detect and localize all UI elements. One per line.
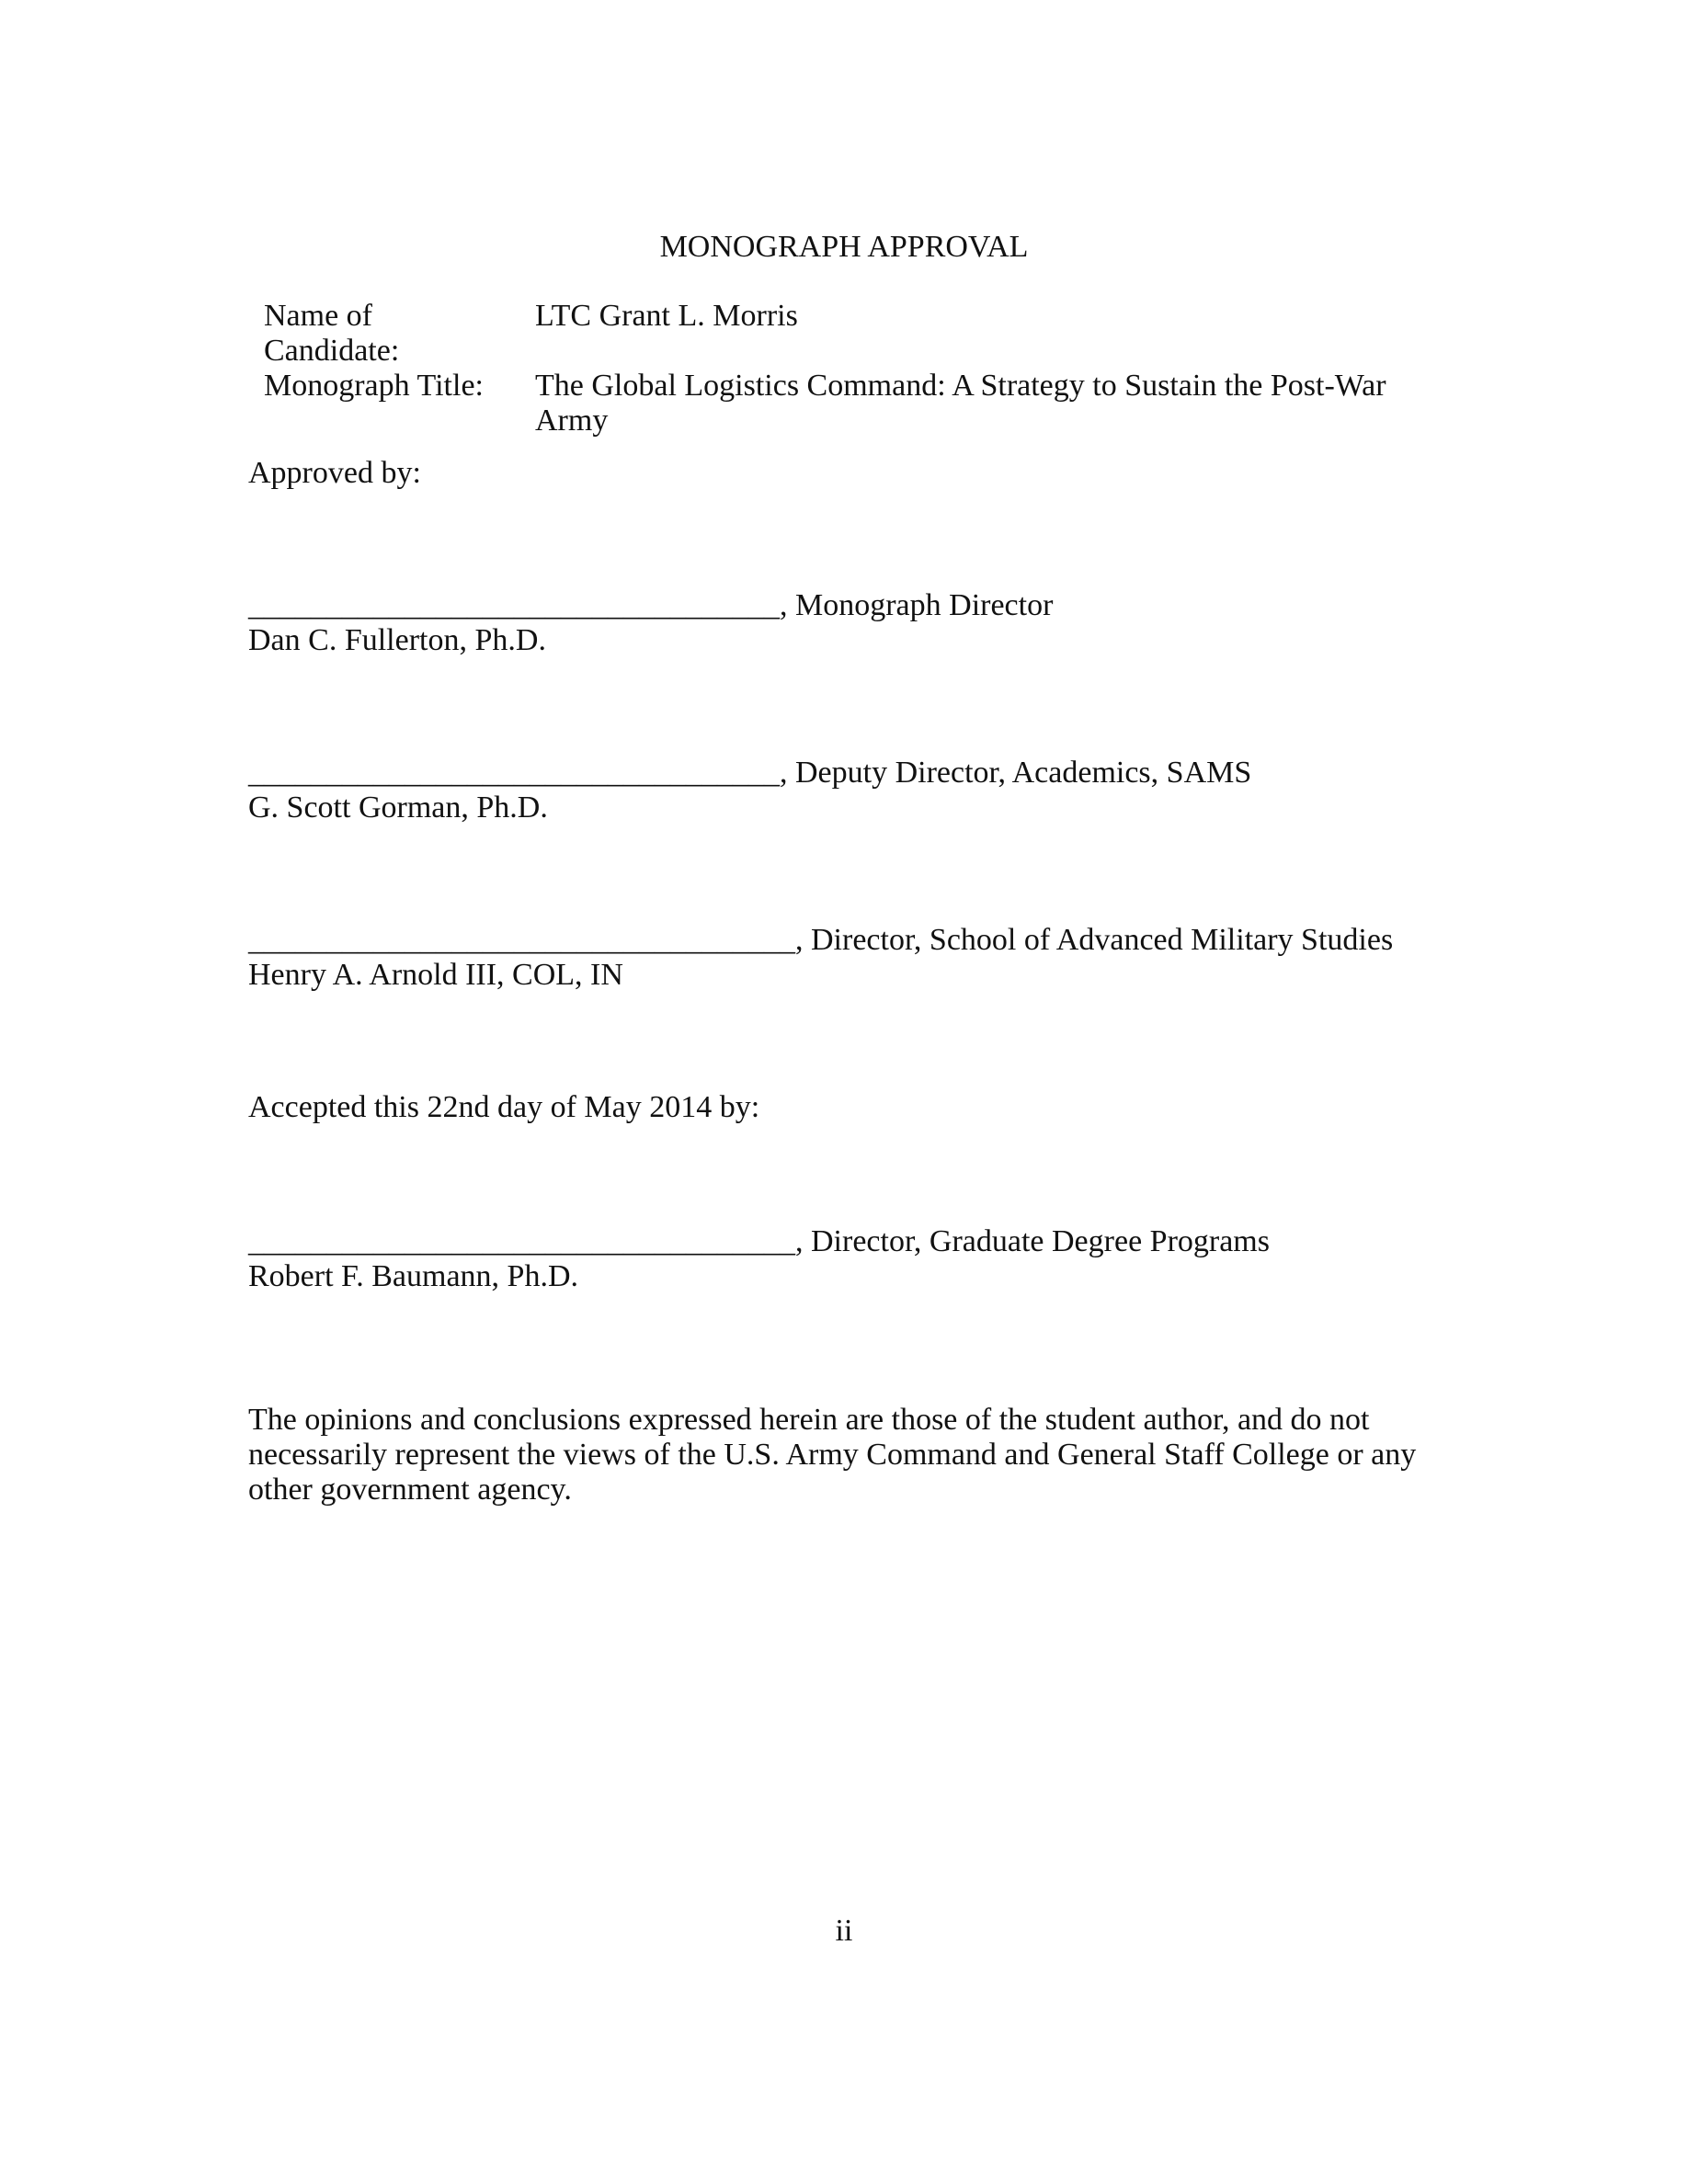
monograph-title-line1: The Global Logistics Command: A Strategy to Sustain the Post-War <box>535 369 1386 403</box>
signature-line-graduate-director: ___________________________________, Director, Graduate Degree Programs <box>248 1224 1270 1258</box>
signatory-name-sams-director: Henry A. Arnold III, COL, IN <box>248 958 623 992</box>
accepted-statement: Accepted this 22nd day of May 2014 by: <box>248 1090 760 1124</box>
disclaimer-paragraph: The opinions and conclusions expressed herein are those of the student author, and do not necessarily represent the views of the U.S. Army Command and General Staff College or any other government agency. <box>248 1403 1417 1507</box>
candidate-label-line2: Candidate: <box>264 334 400 368</box>
page-title: MONOGRAPH APPROVAL <box>659 230 1029 264</box>
page-number: ii <box>835 1914 853 1948</box>
signature-line-deputy-director: __________________________________, Deputy Director, Academics, SAMS <box>248 756 1252 790</box>
signature-line-monograph-director: __________________________________, Monograph Director <box>248 588 1054 622</box>
signatory-name-deputy-director: G. Scott Gorman, Ph.D. <box>248 791 548 825</box>
candidate-label-line1: Name of <box>264 299 373 333</box>
signatory-name-graduate-director: Robert F. Baumann, Ph.D. <box>248 1259 578 1293</box>
signatory-name-monograph-director: Dan C. Fullerton, Ph.D. <box>248 623 546 657</box>
candidate-name: LTC Grant L. Morris <box>535 299 798 333</box>
monograph-title-label: Monograph Title: <box>264 369 484 403</box>
signature-line-sams-director: ___________________________________, Director, School of Advanced Military Studies <box>248 923 1394 957</box>
approved-by-label: Approved by: <box>248 456 421 490</box>
monograph-title-line2: Army <box>535 404 609 438</box>
